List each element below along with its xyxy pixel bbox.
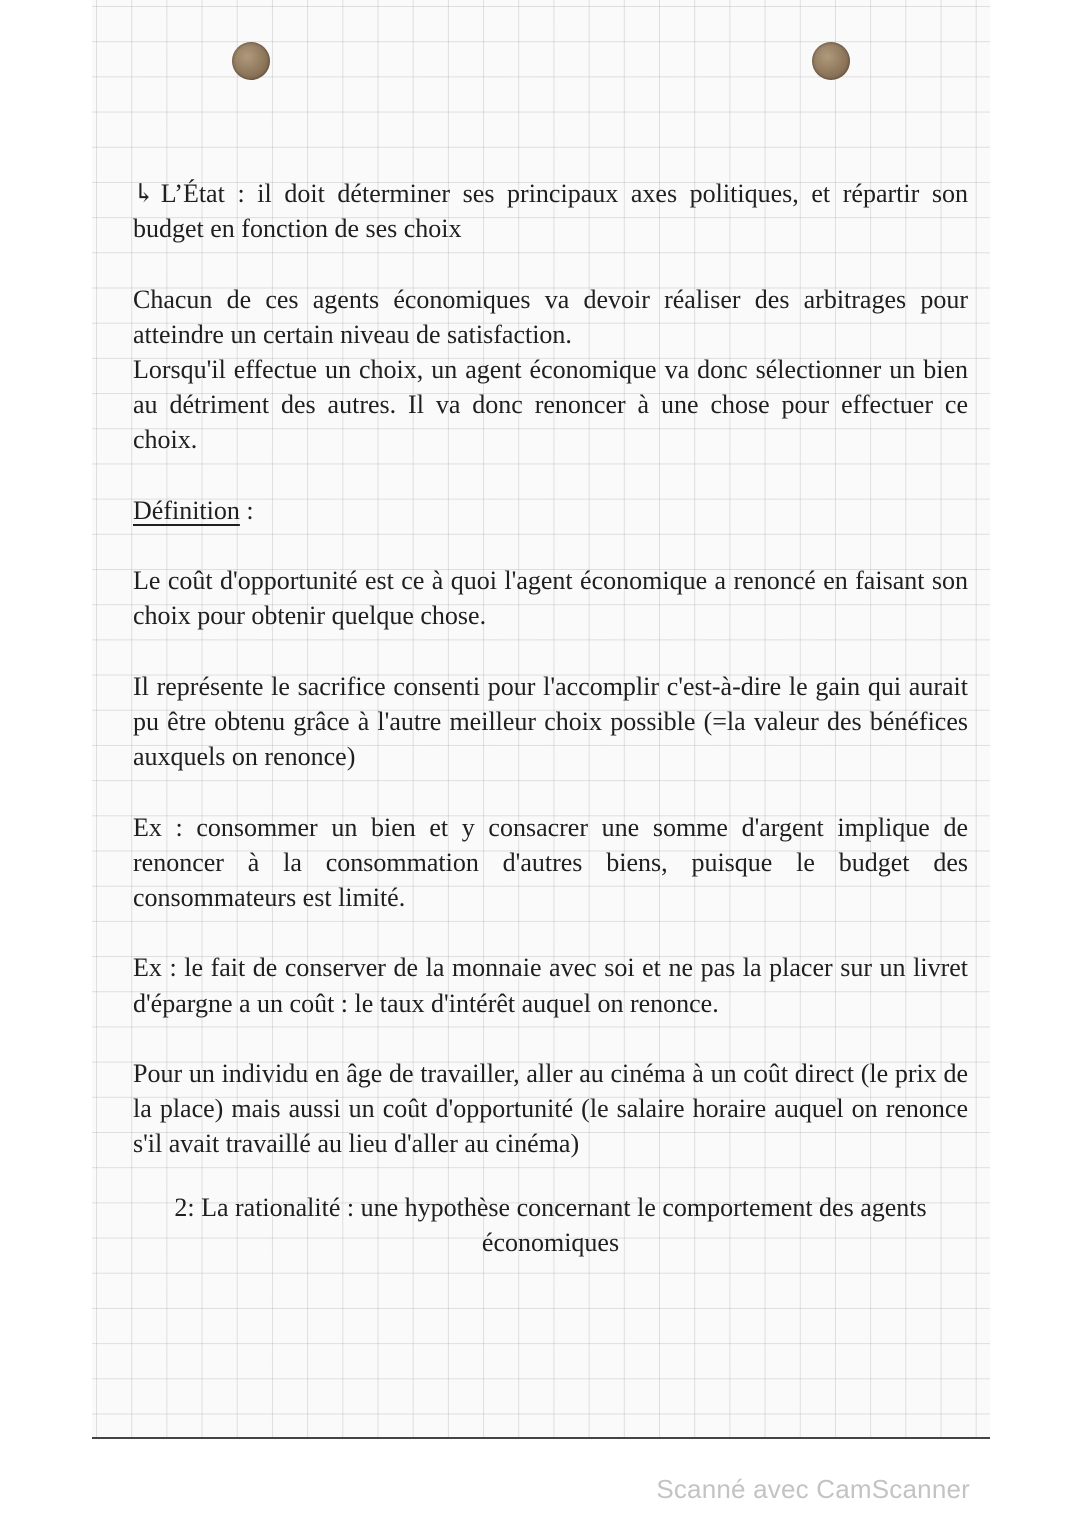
- document-body: [133, 176, 968, 1260]
- paragraph-example-2: Ex : le fait de conserver de la monnaie avec soi et ne pas la placer sur un livret d'épargne a un coût : le taux d'intérêt auquel on renonce.: [133, 953, 968, 1018]
- camscanner-watermark: Scanné avec CamScanner: [656, 1474, 970, 1504]
- section-title: 2: La rationalité : une hypothèse concernant le comportement des agents économiques: [174, 1192, 927, 1257]
- paragraph-sacrifice: Il représente le sacrifice consenti pour l'accomplir c'est-à-dire le gain qui aurait pu être obtenu grâce à l'autre meilleur choix possible (=la valeur des bénéfices auxquels on renonce): [133, 671, 968, 772]
- paragraph-arbitrages: Chacun de ces agents économiques va devoir réaliser des arbitrages pour atteindre un certain niveau de satisfaction.: [133, 284, 968, 349]
- definition-heading-colon: :: [246, 495, 254, 525]
- paragraph-definition: Le coût d'opportunité est ce à quoi l'agent économique a renoncé en faisant son choix pour obtenir quelque chose.: [133, 566, 968, 631]
- punch-hole-left: [232, 42, 270, 80]
- definition-heading-text: Définition: [133, 495, 240, 525]
- paragraph-etat-text: L’État : il doit déterminer ses principaux axes politiques, et répartir son budget en fonction de ses choix: [133, 179, 968, 244]
- paragraph-example-1: Ex : consommer un bien et y consacrer une somme d'argent implique de renoncer à la consommation d'autres biens, puisque le budget des consommateurs est limité.: [133, 812, 968, 912]
- bullet-arrow-icon: ↳: [133, 179, 155, 208]
- paragraph-choix: Lorsqu'il effectue un choix, un agent économique va donc sélectionner un bien au détriment des autres. Il va donc renoncer à une chose pour effectuer ce choix.: [133, 355, 968, 455]
- page-bottom-rule: [92, 1437, 990, 1439]
- paragraph-cinema: Pour un individu en âge de travailler, aller au cinéma à un coût direct (le prix de la place) mais aussi un coût d'opportunité (le salaire horaire auquel on renonce s'il avait travaillé au lieu d'aller au cinéma): [133, 1058, 968, 1159]
- definition-heading: [133, 493, 968, 528]
- paragraph-etat: [133, 176, 968, 246]
- punch-hole-right: [812, 42, 850, 80]
